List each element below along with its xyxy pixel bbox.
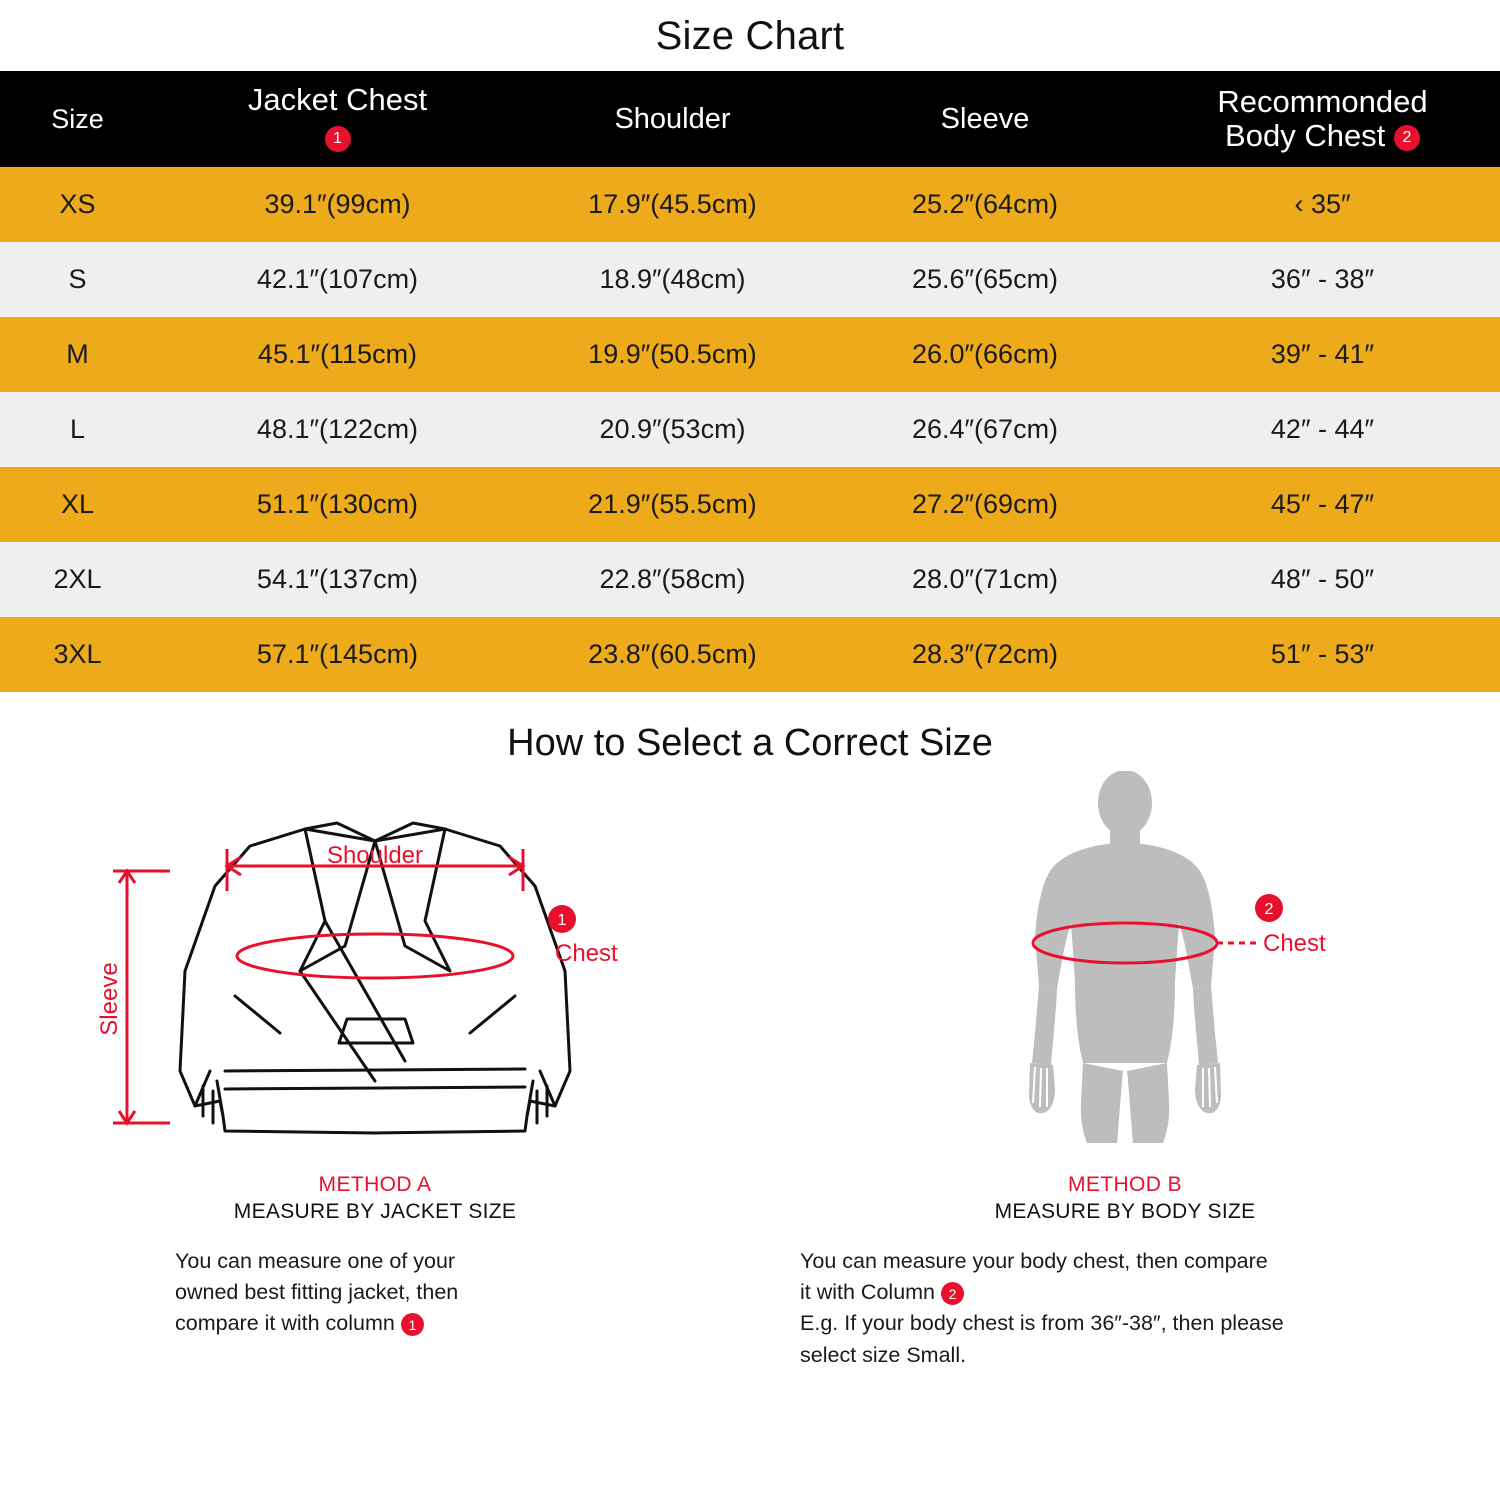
jacket-illustration [75,771,675,1171]
column-header-jacket-chest-label: Jacket Chest [247,81,428,117]
cell-size: 2XL [0,542,155,617]
cell-jacket-chest: 51.1″(130cm) [155,467,520,542]
table-row [0,617,1500,692]
column-badge-1-wrap [161,121,514,156]
method-a-name: METHOD A [318,1173,432,1196]
badge-1-jacket-text: 1 [557,912,567,929]
cell-size: L [0,392,155,467]
badge-2-body-text: 2 [1264,901,1274,918]
cell-shoulder: 23.8″(60.5cm) [520,617,825,692]
method-b-sub: MEASURE BY BODY SIZE [994,1200,1256,1223]
method-b-name: METHOD B [1067,1173,1183,1196]
column-header-body-chest-line2: Body Chest [1225,118,1386,153]
cell-jacket-chest: 45.1″(115cm) [155,317,520,392]
method-a-description [165,1246,585,1340]
size-chart-table [0,71,1500,692]
method-b-description [800,1246,1450,1371]
cell-sleeve: 27.2″(69cm) [825,467,1145,542]
cell-sleeve: 28.3″(72cm) [825,617,1145,692]
method-b-desc-line1: You can measure your body chest, then compare [800,1249,1268,1273]
cell-body-chest: 39″ - 41″ [1145,317,1500,392]
cell-jacket-chest: 39.1″(99cm) [155,167,520,242]
method-b-panel [750,771,1500,1371]
method-b-desc-line2-wrap [800,1277,1450,1308]
cell-sleeve: 26.4″(67cm) [825,392,1145,467]
cell-body-chest: 48″ - 50″ [1145,542,1500,617]
cell-sleeve: 28.0″(71cm) [825,542,1145,617]
column-badge-2: 2 [1394,125,1420,151]
table-row [0,167,1500,242]
cell-size: M [0,317,155,392]
column-header-body-chest-line1: Recommonded [1217,83,1428,119]
method-a-desc-line3: compare it with column [175,1311,395,1336]
column-header-sleeve: Sleeve [825,71,1145,167]
table-row [0,392,1500,467]
page-title: Size Chart [655,14,845,58]
cell-size: S [0,242,155,317]
table-header [0,71,1500,167]
cell-shoulder: 21.9″(55.5cm) [520,467,825,542]
cell-size: 3XL [0,617,155,692]
cell-size: XS [0,167,155,242]
table-body [0,167,1500,692]
label-chest-body: Chest [1263,930,1326,957]
column-header-body-chest [1145,71,1500,167]
table-row [0,467,1500,542]
method-a-desc-line2: owned best fitting jacket, then [175,1280,459,1305]
cell-shoulder: 18.9″(48cm) [520,242,825,317]
method-a-panel [0,771,750,1371]
column-header-size: Size [0,71,155,167]
cell-sleeve: 25.2″(64cm) [825,167,1145,242]
cell-sleeve: 26.0″(66cm) [825,317,1145,392]
method-b-desc-line2: it with Column [800,1280,936,1305]
table-row [0,242,1500,317]
table-row [0,317,1500,392]
table-header-row [0,71,1500,167]
cell-shoulder: 20.9″(53cm) [520,392,825,467]
cell-jacket-chest: 54.1″(137cm) [155,542,520,617]
column-header-body-chest-line2-wrap [1151,119,1494,153]
column-header-shoulder: Shoulder [520,71,825,167]
label-shoulder: Shoulder [326,842,424,869]
guide-panels [0,771,1500,1371]
method-b-desc-badge: 2 [941,1282,964,1305]
cell-body-chest: 51″ - 53″ [1145,617,1500,692]
cell-sleeve: 25.6″(65cm) [825,242,1145,317]
table-row [0,542,1500,617]
cell-jacket-chest: 48.1″(122cm) [155,392,520,467]
column-header-jacket-chest [155,71,520,167]
method-b-desc-line4: select size Small. [800,1342,967,1367]
cell-shoulder: 22.8″(58cm) [520,542,825,617]
cell-shoulder: 19.9″(50.5cm) [520,317,825,392]
cell-body-chest: 36″ - 38″ [1145,242,1500,317]
method-a-desc-line3-wrap [175,1308,585,1339]
cell-jacket-chest: 57.1″(145cm) [155,617,520,692]
method-a-sub: MEASURE BY JACKET SIZE [233,1200,517,1223]
cell-body-chest: 45″ - 47″ [1145,467,1500,542]
cell-body-chest: ‹ 35″ [1145,167,1500,242]
cell-body-chest: 42″ - 44″ [1145,392,1500,467]
method-a-desc-badge: 1 [401,1313,424,1336]
method-b-desc-line3: E.g. If your body chest is from 36″-38″, then please [800,1311,1284,1336]
cell-jacket-chest: 42.1″(107cm) [155,242,520,317]
cell-size: XL [0,467,155,542]
label-chest-jacket: Chest [555,940,618,967]
body-illustration [825,771,1425,1171]
guide-section-title: How to Select a Correct Size [507,722,993,764]
method-a-desc-line1: You can measure one of your [175,1249,456,1273]
column-badge-1: 1 [325,126,351,152]
label-sleeve: Sleeve [96,962,123,1036]
cell-shoulder: 17.9″(45.5cm) [520,167,825,242]
